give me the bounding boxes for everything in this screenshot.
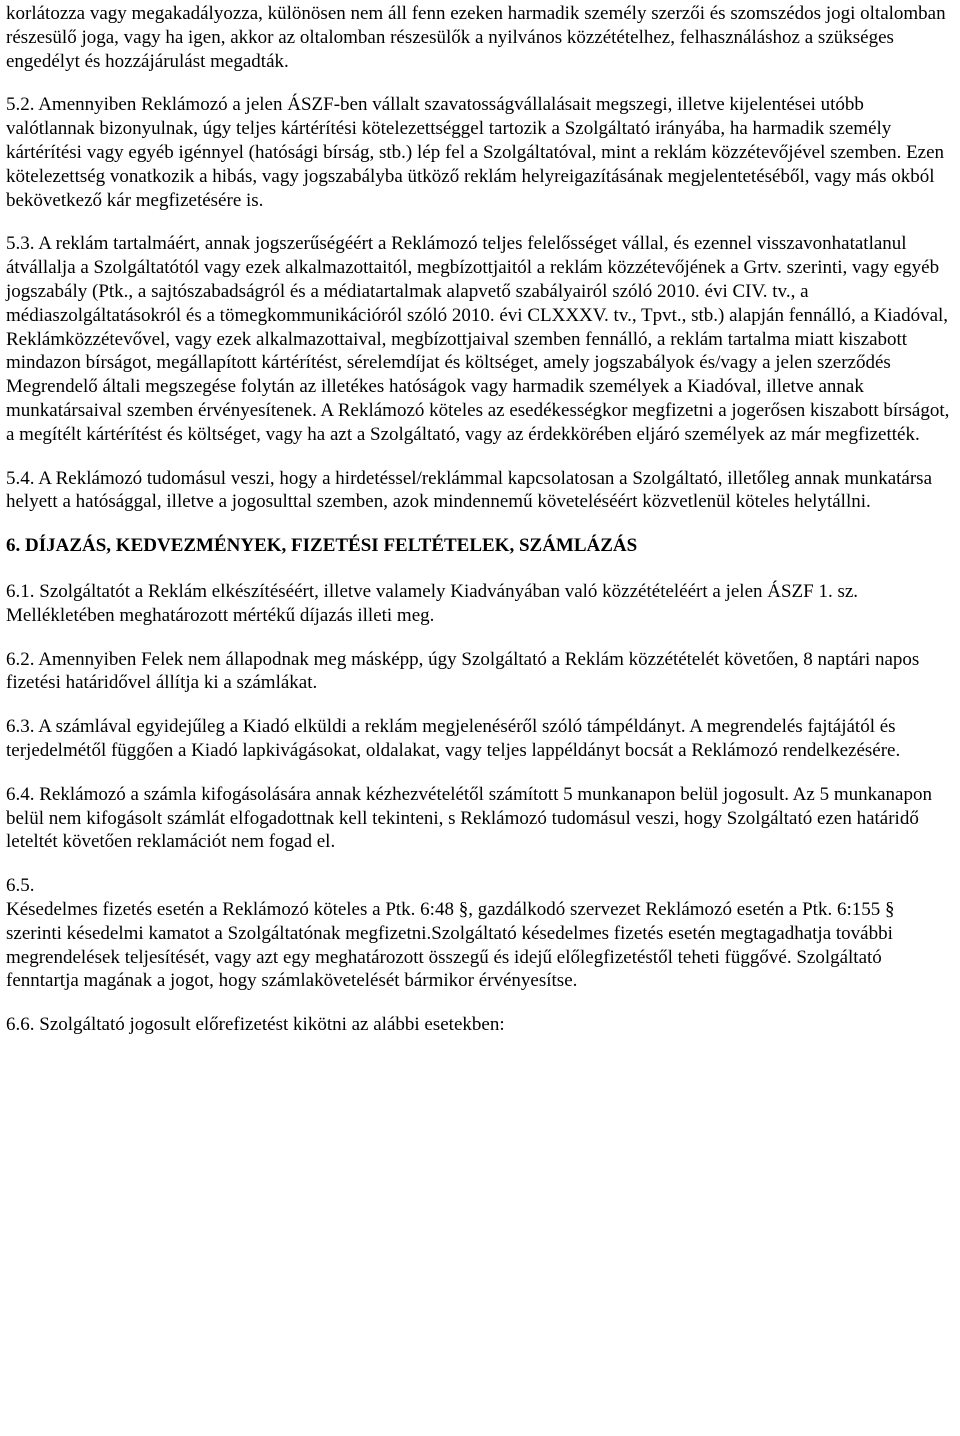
paragraph-6-5-number: 6.5. (6, 875, 35, 897)
paragraph-6-2: 6.2. Amennyiben Felek nem állapodnak meg másképp, úgy Szolgáltató a Reklám közzétételét követően, 8 naptári napos fizetési határidővel állítja ki a számlákat. (6, 648, 920, 694)
paragraph-6-4: 6.4. Reklámozó a számla kifogásolására annak kézhezvételétől számított 5 munkanapon belül jogosult. Az 5 munkanapon belül nem kifogásolt számlát elfogadottnak kell tekinteni, s Reklámozó tudomásul veszi, hogy Szolgáltató ezen határidő leteltét követően reklamációt nem fogad el. (6, 783, 932, 853)
paragraph-intro: korlátozza vagy megakadályozza, különösen nem áll fenn ezeken harmadik személy szerzői és szomszédos jogi oltalomban részesülő joga, vagy ha igen, akkor az oltalomban részesülők a nyilvános közzétételhez, felhasználáshoz a szükséges engedélyt és hozzájárulást megadták. (6, 3, 946, 72)
paragraph-6-3: 6.3. A számlával egyidejűleg a Kiadó elküldi a reklám megjelenéséről szóló támpéldányt. A megrendelés fajtájától és terjedelmétől függően a Kiadó lapkivágásokat, oldalakat, vagy teljes lappéldányt bocsát a Reklámozó rendelkezésére. (6, 716, 901, 761)
paragraph-6-1: 6.1. Szolgáltatót a Reklám elkészítéséért, illetve valamely Kiadványában való közzétételéért a jelen ÁSZF 1. sz. Mellékletében meghatározott mértékű díjazás illeti meg. (6, 580, 859, 626)
paragraph-5-3: 5.3. A reklám tartalmáért, annak jogszerűségéért a Reklámozó teljes felelősséget vállal, és ezennel visszavonhatatlanul átvállalja a Szolgáltatótól vagy ezek alkalmazottaitól, megbízottjaitól a reklám közzétevőjének a Grtv. szerinti, vagy egyéb jogszabály (Ptk., a sajtószabadságról és a médiatartalmak alapvető szabályairól szóló 2010. évi CIV. tv., a médiaszolgáltatásokról és a tömegkommunikációról szóló 2010. évi CLXXXV. tv., Tpvt., stb.) alapján fennálló, a Kiadóval, Reklámközzétevővel, vagy ezek alkalmazottaival, megbízottjaival szemben fennálló, a reklám tartalma miatt kiszabott mindazon bírságot, megállapított kártérítést, sérelemdíjat és költséget, amely jogszabályok és/vagy a jelen szerződés Megrendelő általi megszegése folytán az illetékes hatóságok vagy harmadik személyek a Kiadóval, illetve annak munkatársaival szemben érvényesítenek. A Reklámozó köteles az esedékességkor megfizetni a jogerősen kiszabott bírságot, a megítélt kártérítést és költséget, vagy ha azt a Szolgáltató, vagy az érdekkörében eljáró személyek az már megfizették. (6, 233, 950, 445)
paragraph-5-4: 5.4. A Reklámozó tudomásul veszi, hogy a hirdetéssel/reklámmal kapcsolatosan a Szolgáltató, illetőleg annak munkatársa helyett a hatósággal, illetve a jogosulttal szemben, azok mindennemű követeléséért közvetlenül köteles helytállni. (6, 467, 933, 513)
paragraph-5-2: 5.2. Amennyiben Reklámozó a jelen ÁSZF-ben vállalt szavatosságvállalásait megszegi, illetve kijelentései utóbb valótlannak bizonyulnak, úgy teljes kártérítési kötelezettséggel tartozik a Szolgáltató irányába, ha harmadik személy kártérítési vagy egyéb igénnyel (hatósági bírság, stb.) lép fel a Szolgáltatóval, mint a reklám közzétevőjével szemben. Ezen kötelezettség vonatkozik a hibás, vagy jogszabályba ütköző reklám helyreigazításának megjelentetéséből, vagy más okból bekövetkező kár megfizetésére is. (6, 94, 945, 211)
paragraph-6-5: Késedelmes fizetés esetén a Reklámozó köteles a Ptk. 6:48 §, gazdálkodó szervezet Reklámozó esetén a Ptk. 6:155 § szerinti késedelmi kamatot a Szolgáltatónak megfizetni.Szolgáltató késedelmes fizetés esetén megtagadhatja további megrendelések teljesítését, vagy azt egy meghatározott összegű és idejű előlegfizetéstől teheti függővé. Szolgáltató fenntartja magának a jogot, hogy számlakövetelését bármikor érvényesítse. (6, 898, 895, 992)
paragraph-6-6: 6.6. Szolgáltató jogosult előrefizetést kikötni az alábbi esetekben: (6, 1014, 505, 1036)
section-heading-6: 6. DÍJAZÁS, KEDVEZMÉNYEK, FIZETÉSI FELTÉTELEK, SZÁMLÁZÁS (6, 535, 638, 557)
